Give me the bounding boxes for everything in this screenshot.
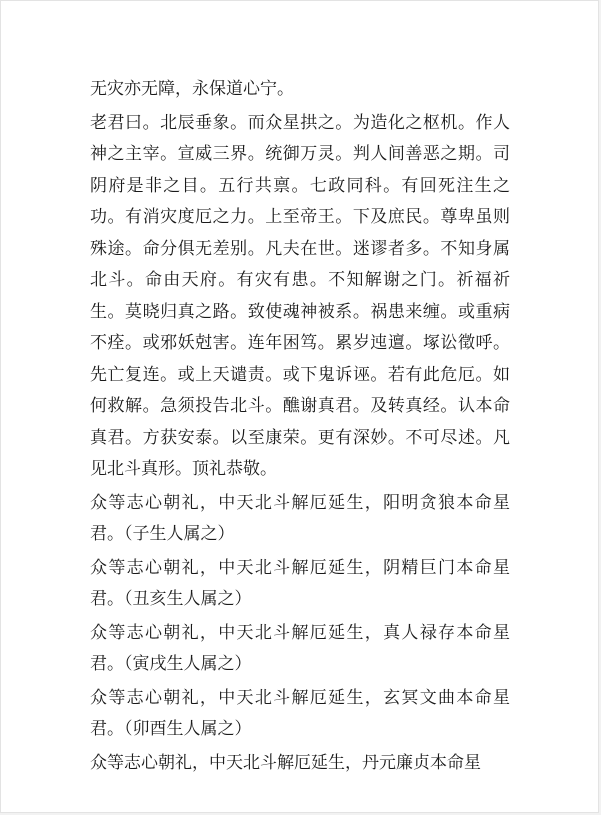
invocation-wenqu: 众等志心朝礼，中天北斗解厄延生，玄冥文曲本命星君。（卯酉生人属之） [90, 687, 510, 739]
invocation-tanlang: 众等志心朝礼，中天北斗解厄延生，阳明贪狼本命星君。（子生人属之） [90, 492, 510, 544]
invocation-lianzhen: 众等志心朝礼，中天北斗解厄延生，丹元廉贞本命星 [90, 752, 481, 773]
invocation-lucun: 众等志心朝礼，中天北斗解厄延生，真人禄存本命星君。（寅戌生人属之） [90, 622, 510, 674]
invocation-jumen: 众等志心朝礼，中天北斗解厄延生，阴精巨门本命星君。（丑亥生人属之） [90, 557, 510, 609]
scripture-text-body [90, 74, 510, 781]
verse-line: 无灾亦无障，永保道心宁。 [90, 79, 294, 99]
laojun-passage: 老君曰。北辰垂象。而众星拱之。为造化之枢机。作人神之主宰。宣威三界。统御万灵。判人间善恶之期。司阴府是非之目。五行共禀。七政同科。有回死注生之功。有消灾度厄之力。上至帝王。下及庶民。尊卑虽则殊途。命分俱无差别。凡夫在世。迷谬者多。不知身属北斗。命由天府。有灾有患。不知解谢之门。祈福祈生。莫晓归真之路。致使魂神被系。祸患来缠。或重病不痊。或邪妖尅害。连年困笃。累岁迍邅。塚讼徵呼。先亡复连。或上天谴责。或下鬼诉诬。若有此危厄。如何救解。急须投告北斗。醮谢真君。及转真经。认本命真君。方获安泰。以至康荣。更有深妙。不可尽述。凡见北斗真形。顶礼恭敬。 [90, 112, 510, 479]
